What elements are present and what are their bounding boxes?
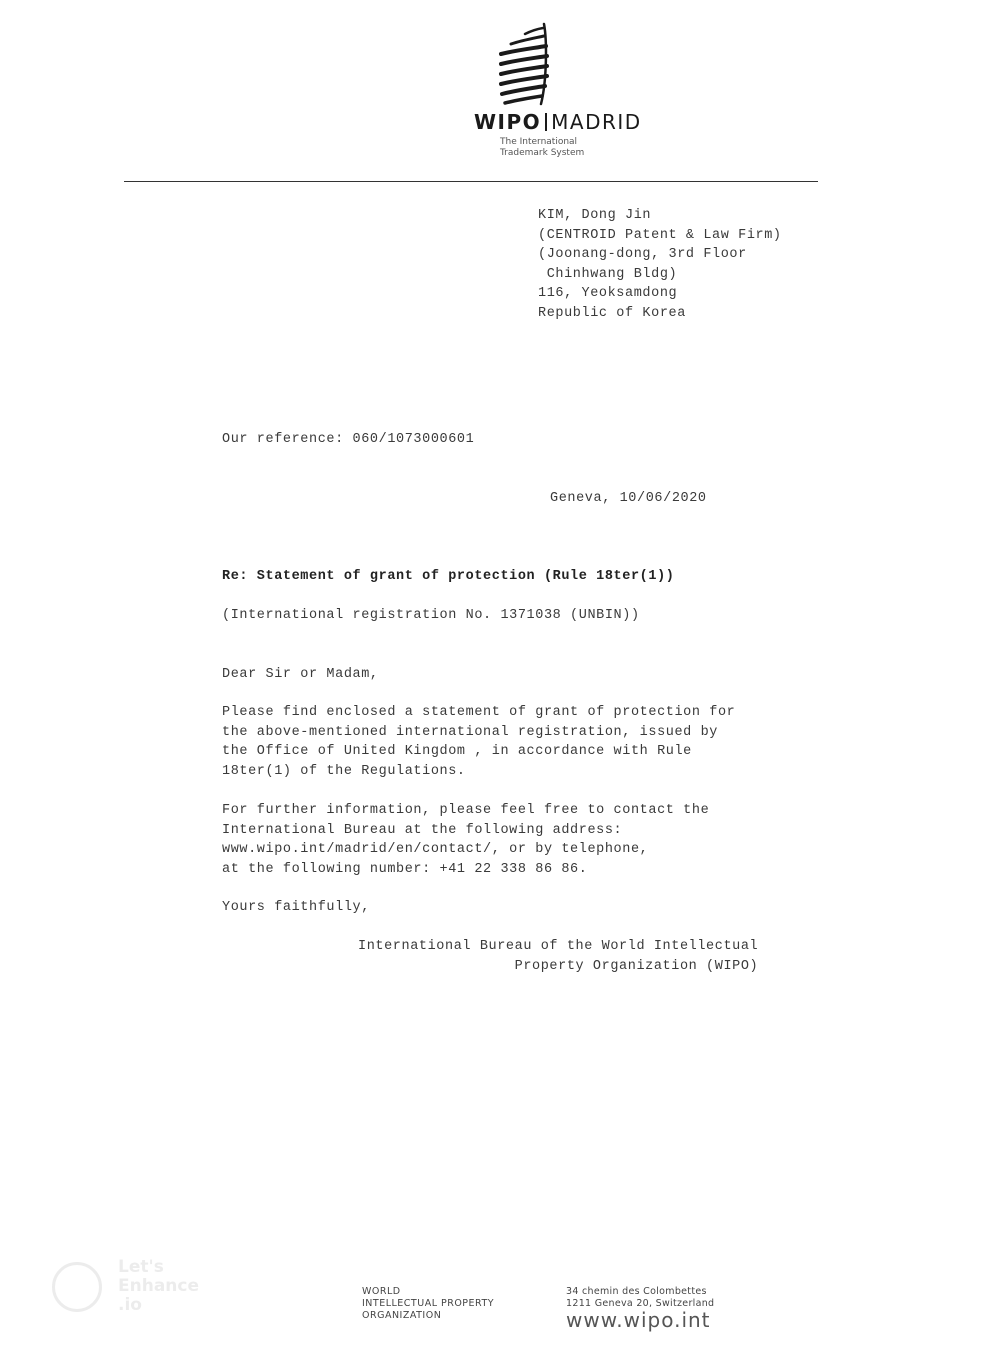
body-paragraph-1: Please find enclosed a statement of grant of protection for the above-mentioned international registration, issued by the Office of United Kingdom , in accordance with Rule 18ter(1) of the Regulations. (222, 705, 736, 779)
registration-number: (International registration No. 1371038 (UNBIN)) (222, 608, 640, 623)
watermark-logo-icon (52, 1262, 102, 1312)
footer-address: 34 chemin des Colombettes 1211 Geneva 20, Switzerland (566, 1286, 715, 1309)
logo-madrid-text: MADRID (551, 110, 642, 134)
salutation: Dear Sir or Madam, (222, 667, 379, 682)
header-divider (124, 181, 818, 182)
logo-subtitle: The International Trademark System (500, 137, 585, 158)
logo-wipo-text: WIPO (474, 110, 542, 134)
letter-date: Geneva, 10/06/2020 (550, 491, 707, 506)
body-paragraph-2: For further information, please feel free to contact the International Bureau at the following address: www.wipo.int/madrid/en/contact/, or by telephone, at the following number: +41 22 338 86 86. (222, 803, 710, 877)
watermark-text: Let's Enhance .io (118, 1257, 199, 1315)
logo-separator (545, 113, 547, 131)
our-reference: Our reference: 060/1073000601 (222, 432, 475, 447)
recipient-address: KIM, Dong Jin (CENTROID Patent & Law Firm) (Joonang-dong, 3rd Floor Chinhwang Bldg) 116, Yeoksamdong Republic of Korea (538, 208, 782, 321)
footer-organization: WORLD INTELLECTUAL PROPERTY ORGANIZATION (362, 1286, 495, 1321)
subject-line: Re: Statement of grant of protection (Rule 18ter(1)) (222, 569, 675, 584)
closing: Yours faithfully, (222, 900, 370, 915)
signatory: International Bureau of the World Intellectual Property Organization (WIPO) (358, 939, 759, 974)
footer-website: www.wipo.int (566, 1308, 711, 1332)
wipo-globe-logo-icon (497, 20, 553, 112)
watermark (52, 1258, 212, 1318)
logo-wordmark (474, 110, 642, 134)
